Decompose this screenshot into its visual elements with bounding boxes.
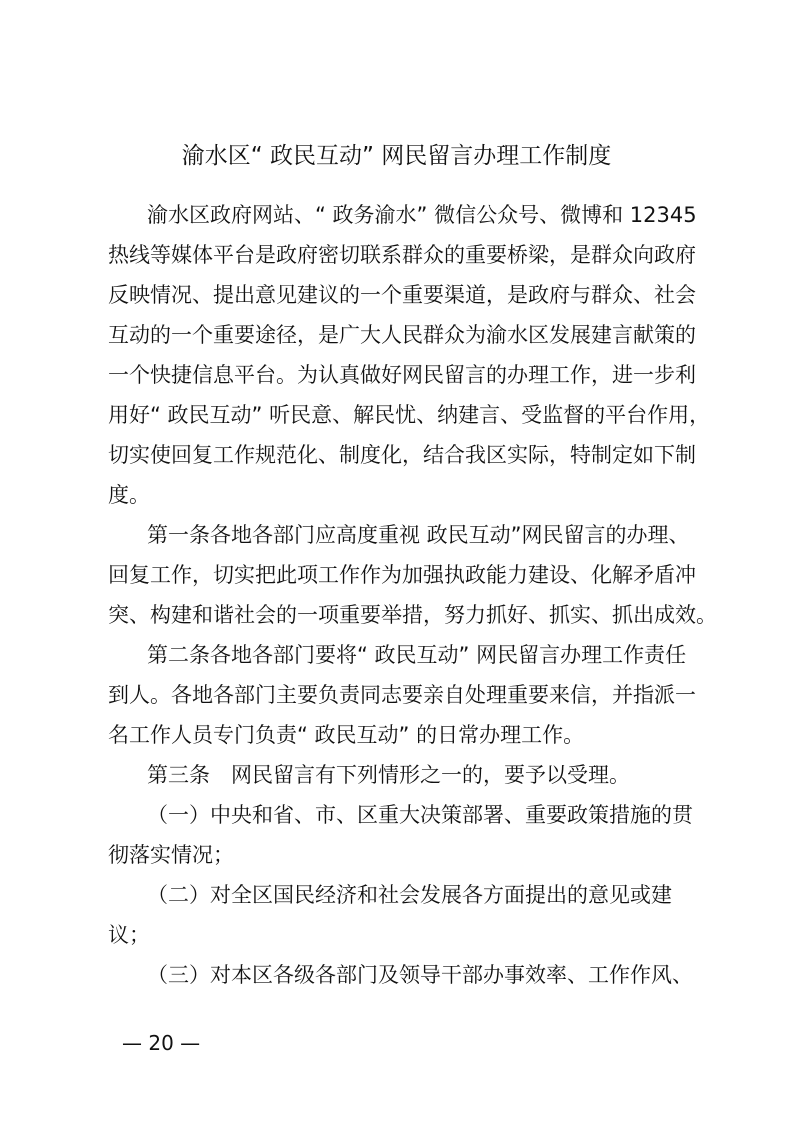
paragraph-line: 反映情况、提出意见建议的一个重要渠道，是政府与群众、社会 xyxy=(108,283,696,307)
paragraph-line: 渝水区政府网站、“ 政务渝水” 微信公众号、微博和 12345 xyxy=(147,203,697,227)
paragraph-line: 热线等媒体平台是政府密切联系群众的重要桥梁，是群众向政府 xyxy=(108,243,696,267)
paragraph-line: （三）对本区各级各部门及领导干部办事效率、工作作风、 xyxy=(147,963,693,987)
paragraph-line: 一个快捷信息平台。为认真做好网民留言的办理工作，进一步利 xyxy=(108,363,696,387)
paragraph-line: 度。 xyxy=(108,483,150,507)
paragraph-line: 名工作人员专门负责“ 政民互动” 的日常办理工作。 xyxy=(108,723,585,747)
paragraph-line: 回复工作，切实把此项工作作为加强执政能力建设、化解矛盾冲 xyxy=(108,563,696,587)
paragraph-line: 到人。各地各部门主要负责同志要亲自处理重要来信，并指派一 xyxy=(108,683,696,707)
paragraph-line: 议； xyxy=(108,923,150,947)
paragraph-line: 用好“ 政民互动” 听民意、解民忧、纳建言、受监督的平台作用， xyxy=(108,403,711,427)
paragraph-line: 第二条各地各部门要将“ 政民互动” 网民留言办理工作责任 xyxy=(147,643,687,667)
paragraph-line: 第三条 网民留言有下列情形之一的，要予以受理。 xyxy=(147,763,630,787)
paragraph-line: 切实使回复工作规范化、制度化，结合我区实际，特制定如下制 xyxy=(108,443,696,467)
paragraph-line: 突、构建和谐社会的一项重要举措，努力抓好、抓实、抓出成效。 xyxy=(108,603,717,627)
paragraph-line: 彻落实情况； xyxy=(108,843,234,867)
paragraph-line: （二）对全区国民经济和社会发展各方面提出的意见或建 xyxy=(147,883,672,907)
document-title: 渝水区“ 政民互动” 网民留言办理工作制度 xyxy=(181,143,612,169)
paragraph-line: 互动的一个重要途径，是广大人民群众为渝水区发展建言献策的 xyxy=(108,323,696,347)
paragraph-line: 第一条各地各部门应高度重视 政民互动”网民留言的办理、 xyxy=(147,523,690,547)
page-number: — 20 — xyxy=(122,1031,201,1055)
paragraph-line: （一）中央和省、市、区重大决策部署、重要政策措施的贯 xyxy=(147,803,693,827)
